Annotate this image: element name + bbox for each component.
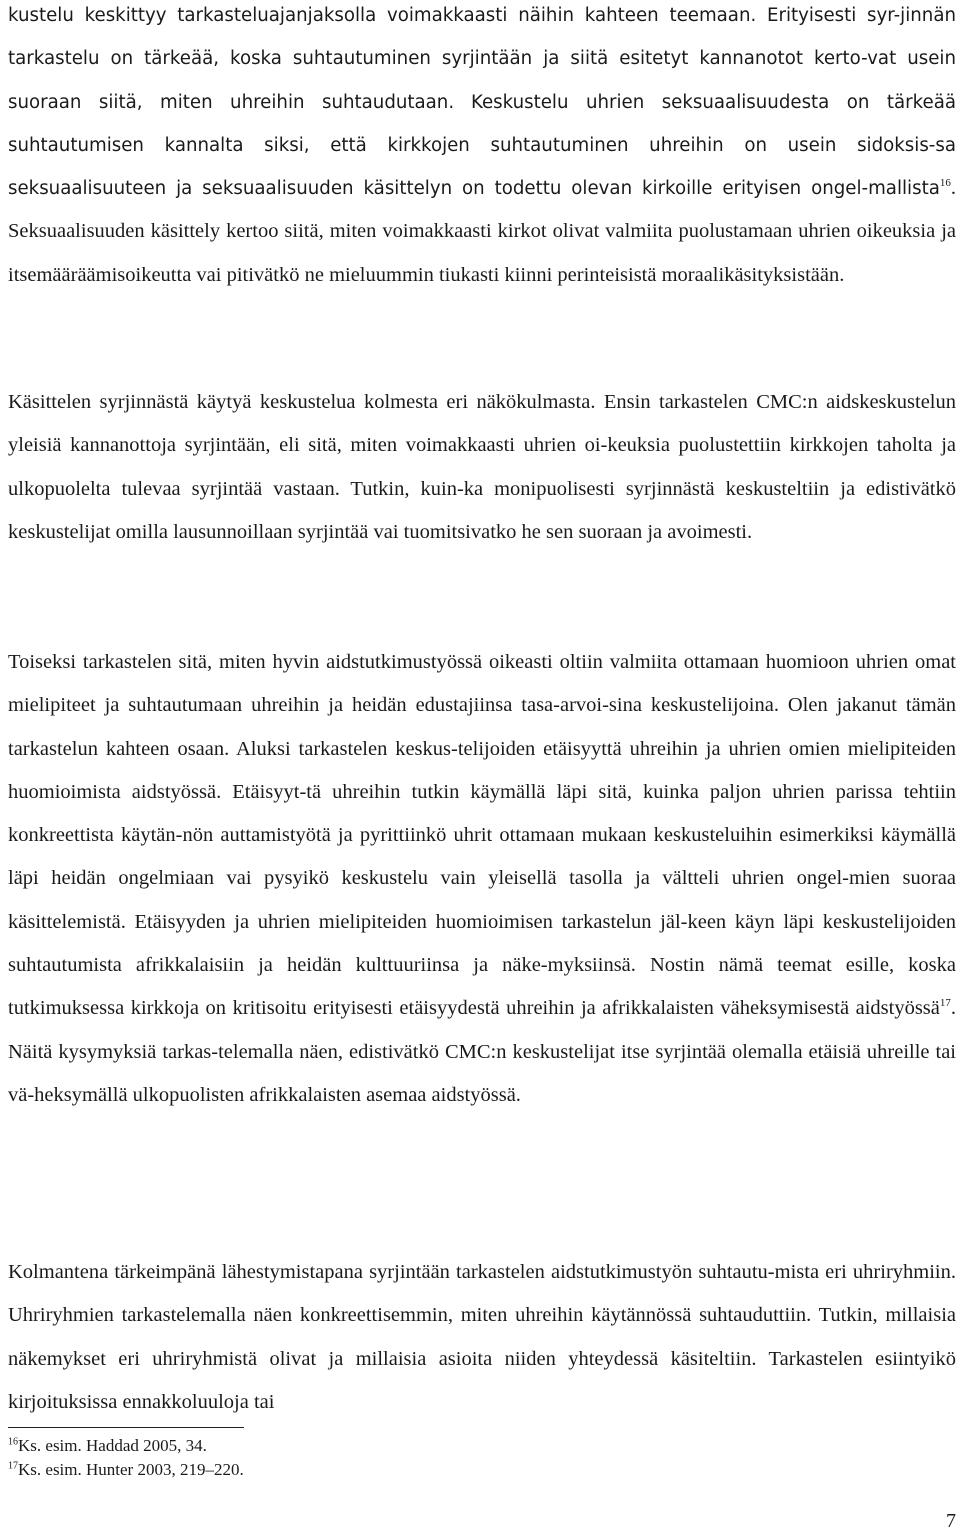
paragraph-1-text-c: . Seksuaalisuuden käsittely kertoo siitä, miten voimakkaasti kirkot olivat valmiita puolustamaan uhrien oikeuksia ja itsemääräämisoikeutta vai pitivätkö ne mieluummin tiukasti kiinni perinteisistä moraalikäsityksistään. <box>8 177 956 286</box>
paragraph-4: Kolmantena tärkeimpänä lähestymistapana syrjintään tarkastelen aidstutkimustyön suhtautu-mista eri uhriryhmiin. Uhriryhmien tarkastelemalla näen konkreettisemmin, miten uhreihin käytännössä suhtauduttiin. Tutkin, millaisia näkemykset eri uhriryhmistä olivat ja millaisia asioita niiden yhteydessä käsiteltiin. Tarkastelen esiintyikö kirjoituksissa ennakkoluuloja tai <box>8 1261 956 1413</box>
page-number: 7 <box>946 1510 956 1532</box>
paragraph-1-text-b: Keskustelu uhrien seksuaalisuudesta on tärkeää suhtautumisen kannalta siksi, että kirkkojen suhtautuminen uhreihin on usein sidoksis-sa seksuaalisuuteen ja seksuaalisuuden käsittelyn on todettu olevan kirkoille erityisen ongel-mallista <box>8 91 957 200</box>
footnote-text: Ks. esim. Hunter 2003, 219–220. <box>18 1460 244 1479</box>
footnote-number: 16 <box>8 1436 18 1448</box>
paragraph-2: Käsittelen syrjinnästä käytyä keskustelua kolmesta eri näkökulmasta. Ensin tarkastelen CMC:n aidskeskustelun yleisiä kannanottoja syrjintään, eli sitä, miten voimakkaasti uhrien oi-keuksia puolustettiin kirkkojen taholta ja ulkopuolelta tulevaa syrjintää vastaan. Tutkin, kuin-ka monipuolisesti syrjinnästä keskusteltiin ja edistivätkö keskustelijat omilla lausunnoillaan syrjintää vai tuomitsivatko he sen suoraan ja avoimesti. <box>8 391 956 543</box>
paragraph-1-text-a: kustelu keskittyy tarkasteluajanjaksolla voimakkaasti näihin kahteen teemaan. Erityisesti syr-jinnän tarkastelu on tärkeää, koska suhtautuminen syrjintään ja siitä esitetyt kannanotot kerto-vat usein suoraan siitä, miten uhreihin suhtaudutaan. <box>8 5 956 113</box>
paragraph-3-text-a: Toiseksi tarkastelen sitä, miten hyvin aidstutkimustyössä oikeasti oltiin valmiita ottamaan huomioon uhrien omat mielipiteet ja suhtautumaan uhreihin ja heidän edustajiinsa tasa-arvoi-sina keskustelijoina. Olen jakanut tämän tarkastelun kahteen osaan. Aluksi tarkastelen keskus-telijoiden etäisyyttä uhreihin ja uhrien omien mielipiteiden huomioimista aidstyössä. Etäisyyt-tä uhreihin tutkin käymällä läpi sitä, kuinka paljon uhrien parissa tehtiin konkreettista käytän-nön auttamistyötä ja pyrittiinkö uhrit ottamaan mukaan keskusteluihin esimerkiksi käymällä läpi heidän ongelmiaan vai pysyikö keskustelu vain yleisellä tasolla ja vältteli uhrien ongel-mien suoraa käsittelemistä. Etäisyyden ja uhrien mielipiteiden huomioimisen tarkastelun jäl-keen käyn läpi keskustelijoiden suhtautumista afrikkalaisiin ja heidän kulttuuriinsa ja näke-myksiinsä. Nostin nämä teemat esille, koska tutkimuksessa kirkkoja on kritisoitu erityisesti etäisyydestä uhreihin ja afrikkalaisten väheksymisestä aidstyössä <box>8 651 956 1020</box>
footnote-divider <box>8 1427 244 1428</box>
footnote-17 <box>8 1460 244 1480</box>
footnote-ref-17[interactable]: 17 <box>939 997 951 1010</box>
paragraph-3-text-b: . Näitä kysymyksiä tarkas-telemalla näen, edistivätkö CMC:n keskustelijat itse syrjintää olemalla etäisiä uhreille tai vä-heksymällä ulkopuolisten afrikkalaisten asemaa aidstyössä. <box>8 997 956 1106</box>
footnote-text: Ks. esim. Haddad 2005, 34. <box>18 1436 207 1455</box>
footnote-16 <box>8 1436 207 1456</box>
footnote-ref-16[interactable]: 16 <box>939 177 951 190</box>
footnote-number: 17 <box>8 1460 18 1472</box>
paragraph-3 <box>8 641 956 1117</box>
paragraph-1 <box>8 0 956 297</box>
